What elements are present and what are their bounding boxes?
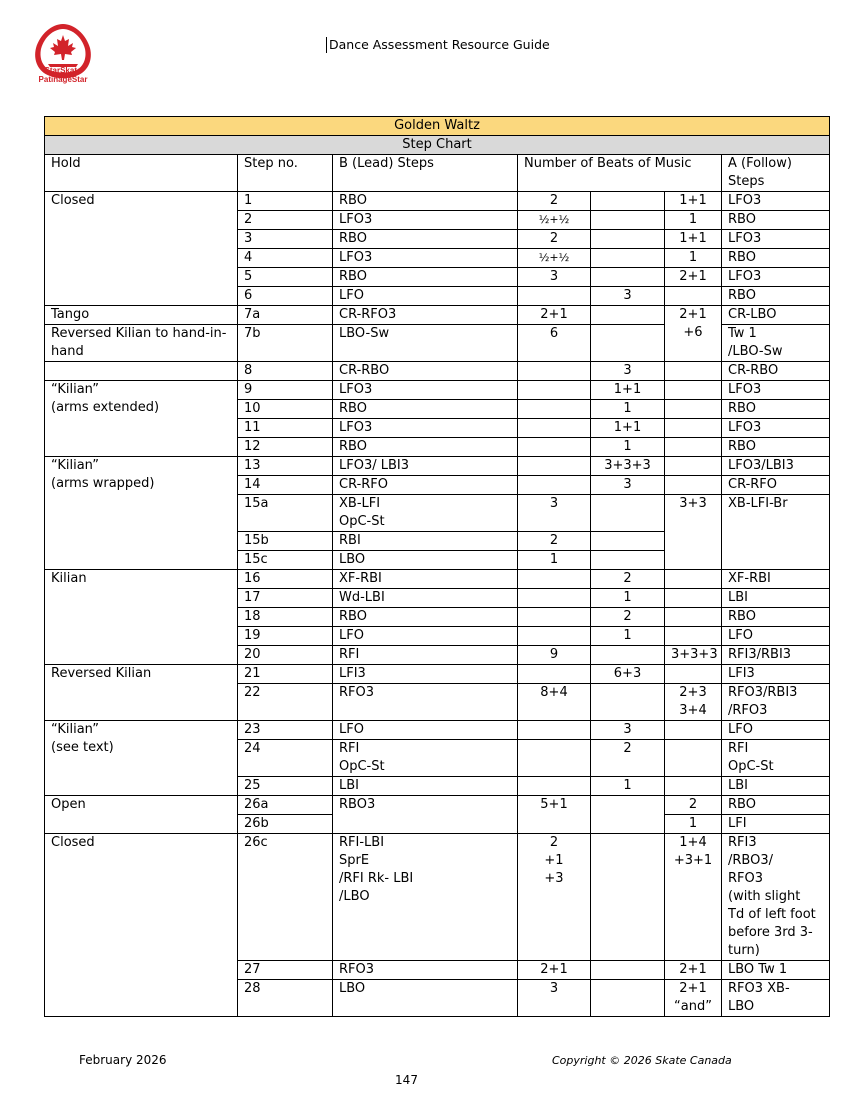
- table-cell: 15a: [238, 495, 333, 532]
- table-cell: CR-RBO: [722, 362, 830, 381]
- table-cell: 14: [238, 476, 333, 495]
- hold-cell: “Kilian” (see text): [45, 721, 238, 796]
- table-cell: 2: [238, 211, 333, 230]
- subtitle-row: [45, 136, 830, 155]
- table-cell: LFO3: [722, 268, 830, 287]
- table-cell: XB-LFI OpC-St: [333, 495, 518, 532]
- table-cell: LFO: [722, 721, 830, 740]
- table-cell: [591, 551, 665, 570]
- table-cell: 1: [518, 551, 591, 570]
- table-cell: LFI3: [722, 665, 830, 684]
- title-row: [45, 117, 830, 136]
- table-cell: 11: [238, 419, 333, 438]
- hold-cell: Tango: [45, 306, 238, 325]
- table-cell: 2+1: [518, 961, 591, 980]
- table-cell: 19: [238, 627, 333, 646]
- table-cell: RFI OpC-St: [333, 740, 518, 777]
- table-cell: LBO Tw 1: [722, 961, 830, 980]
- table-cell: [518, 589, 591, 608]
- table-cell: [518, 419, 591, 438]
- hold-cell-empty: [45, 362, 238, 381]
- table-cell: [665, 665, 722, 684]
- header-follow-steps: A (Follow) Steps: [722, 155, 830, 192]
- table-row: [45, 457, 830, 476]
- table-cell: LFO3: [333, 419, 518, 438]
- table-cell: [518, 438, 591, 457]
- table-row: [45, 796, 830, 815]
- table-cell: [591, 796, 665, 834]
- header-beats: Number of Beats of Music: [518, 155, 722, 192]
- table-cell: LFO3: [722, 381, 830, 400]
- table-cell: LFO3: [722, 192, 830, 211]
- table-cell: 26c: [238, 834, 333, 961]
- table-row: [45, 665, 830, 684]
- hold-cell: Kilian: [45, 570, 238, 665]
- table-cell: [518, 570, 591, 589]
- header-lead-steps: B (Lead) Steps: [333, 155, 518, 192]
- table-cell: [665, 476, 722, 495]
- table-cell: [518, 362, 591, 381]
- table-cell: 8+4: [518, 684, 591, 721]
- table-cell: LBO: [333, 980, 518, 1017]
- table-cell: [591, 532, 665, 551]
- table-cell: [518, 777, 591, 796]
- table-cell: 1+1: [665, 230, 722, 249]
- footer-copyright: Copyright © 2026 Skate Canada: [552, 1054, 732, 1067]
- table-cell: LBI: [722, 589, 830, 608]
- table-cell: ½+½: [518, 249, 591, 268]
- table-cell: 2: [518, 192, 591, 211]
- table-cell: 15b: [238, 532, 333, 551]
- table-cell: RBO: [333, 608, 518, 627]
- table-cell: 27: [238, 961, 333, 980]
- table-cell: 2+1 “and”: [665, 980, 722, 1017]
- table-cell: [518, 381, 591, 400]
- table-cell: [518, 287, 591, 306]
- table-cell: CR-RFO: [722, 476, 830, 495]
- table-cell: 5: [238, 268, 333, 287]
- page-number: 147: [395, 1073, 418, 1087]
- table-cell: 15c: [238, 551, 333, 570]
- table-cell: RBO: [722, 400, 830, 419]
- table-cell: 1+4 +3+1: [665, 834, 722, 961]
- table-cell: [665, 777, 722, 796]
- table-cell: 6: [238, 287, 333, 306]
- table-title: Golden Waltz: [45, 117, 830, 136]
- table-cell: RBO: [722, 211, 830, 230]
- table-cell: XF-RBI: [333, 570, 518, 589]
- header-row: [45, 155, 830, 192]
- table-cell: 3: [518, 495, 591, 532]
- table-cell: 8: [238, 362, 333, 381]
- table-cell: 1: [591, 400, 665, 419]
- table-cell: [665, 362, 722, 381]
- table-cell: 1: [665, 815, 722, 834]
- table-row: [45, 834, 830, 961]
- table-cell: Wd-LBI: [333, 589, 518, 608]
- table-row: [45, 721, 830, 740]
- table-cell: CR-RFO3: [333, 306, 518, 325]
- hold-cell: “Kilian” (arms wrapped): [45, 457, 238, 570]
- table-cell: CR-RFO: [333, 476, 518, 495]
- table-row: [45, 381, 830, 400]
- table-cell: 21: [238, 665, 333, 684]
- hold-cell: Closed: [45, 834, 238, 1017]
- table-cell: 3: [591, 287, 665, 306]
- table-cell: 24: [238, 740, 333, 777]
- table-cell: ½+½: [518, 211, 591, 230]
- table-cell: 2+3 3+4: [665, 684, 722, 721]
- table-cell: [518, 476, 591, 495]
- table-cell: [665, 570, 722, 589]
- table-cell: 2: [665, 796, 722, 815]
- table-cell: [591, 268, 665, 287]
- table-cell: 2: [518, 532, 591, 551]
- table-cell: Tw 1 /LBO-Sw: [722, 325, 830, 362]
- table-cell: RFI-LBI SprE /RFI Rk- LBI /LBO: [333, 834, 518, 961]
- table-cell: 3: [591, 476, 665, 495]
- table-cell: [518, 627, 591, 646]
- table-cell: [591, 325, 665, 362]
- table-cell: 9: [518, 646, 591, 665]
- table-cell: LFO: [722, 627, 830, 646]
- table-cell: [665, 740, 722, 777]
- table-cell: 2: [518, 230, 591, 249]
- table-cell: [591, 230, 665, 249]
- table-cell: 6: [518, 325, 591, 362]
- table-cell: [591, 192, 665, 211]
- table-cell: [665, 400, 722, 419]
- table-cell: 3: [518, 980, 591, 1017]
- table-cell: [665, 589, 722, 608]
- table-cell: LFO: [333, 721, 518, 740]
- table-cell: RFI3/RBI3: [722, 646, 830, 665]
- table-cell: RBO: [333, 438, 518, 457]
- table-cell: [591, 684, 665, 721]
- table-cell: 26a: [238, 796, 333, 815]
- table-cell: 1: [591, 627, 665, 646]
- table-cell: [591, 646, 665, 665]
- table-cell: [665, 419, 722, 438]
- table-cell: RBO: [333, 230, 518, 249]
- table-cell: RFO3: [333, 961, 518, 980]
- table-cell: [518, 608, 591, 627]
- table-cell: 1: [238, 192, 333, 211]
- table-cell: RBO: [722, 608, 830, 627]
- table-cell: [591, 249, 665, 268]
- table-cell: LFO3: [722, 230, 830, 249]
- table-cell: 2+1: [665, 961, 722, 980]
- table-cell: LFO: [333, 627, 518, 646]
- table-cell: 6+3: [591, 665, 665, 684]
- table-cell: 3+3+3: [591, 457, 665, 476]
- table-row: [45, 570, 830, 589]
- table-cell: 2+1: [665, 268, 722, 287]
- hold-cell: Reversed Kilian to hand-in-hand: [45, 325, 238, 362]
- table-cell: LFI3: [333, 665, 518, 684]
- table-cell: 3: [518, 268, 591, 287]
- table-cell: XB-LFI-Br: [722, 495, 830, 570]
- table-cell: RBO: [333, 192, 518, 211]
- table-cell: XF-RBI: [722, 570, 830, 589]
- table-cell: 2: [591, 608, 665, 627]
- table-cell: 13: [238, 457, 333, 476]
- table-cell: RBI: [333, 532, 518, 551]
- table-cell: [518, 740, 591, 777]
- table-cell: 2: [591, 570, 665, 589]
- table-cell: 22: [238, 684, 333, 721]
- table-cell: RBO: [333, 400, 518, 419]
- table-cell: [518, 665, 591, 684]
- table-cell: 18: [238, 608, 333, 627]
- table-cell: 2+1: [518, 306, 591, 325]
- table-row: [45, 362, 830, 381]
- table-cell: [665, 438, 722, 457]
- hold-cell: Closed: [45, 192, 238, 306]
- table-cell: 3+3: [665, 495, 722, 570]
- table-cell: LFI: [722, 815, 830, 834]
- table-cell: LFO: [333, 287, 518, 306]
- table-cell: LBO-Sw: [333, 325, 518, 362]
- table-cell: 1: [591, 589, 665, 608]
- table-cell: 1+1: [591, 419, 665, 438]
- table-cell: LBO: [333, 551, 518, 570]
- table-cell: LFO3/LBI3: [722, 457, 830, 476]
- table-cell: 28: [238, 980, 333, 1017]
- table-cell: [591, 961, 665, 980]
- table-cell: 4: [238, 249, 333, 268]
- table-cell: [591, 211, 665, 230]
- table-cell: 3+3+3: [665, 646, 722, 665]
- table-cell: RFO3/RBI3 /RFO3: [722, 684, 830, 721]
- table-cell: CR-RBO: [333, 362, 518, 381]
- table-cell: [591, 834, 665, 961]
- table-cell: LFO3: [333, 381, 518, 400]
- table-cell: [591, 980, 665, 1017]
- table-cell: RFO3: [333, 684, 518, 721]
- document-title: Dance Assessment Resource Guide: [326, 37, 550, 53]
- table-cell: RBO3: [333, 796, 518, 834]
- table-cell: RBO: [333, 268, 518, 287]
- header-hold: Hold: [45, 155, 238, 192]
- table-cell: LBI: [722, 777, 830, 796]
- table-cell: 1: [665, 249, 722, 268]
- table-cell: [665, 381, 722, 400]
- table-cell: 16: [238, 570, 333, 589]
- table-row: [45, 192, 830, 211]
- hold-cell: Open: [45, 796, 238, 834]
- table-cell: 17: [238, 589, 333, 608]
- table-cell: 2 +1 +3: [518, 834, 591, 961]
- table-cell: LFO3/ LBI3: [333, 457, 518, 476]
- table-cell: 3: [238, 230, 333, 249]
- table-cell: [518, 457, 591, 476]
- table-cell: [665, 287, 722, 306]
- table-cell: 3: [591, 362, 665, 381]
- table-cell: 12: [238, 438, 333, 457]
- table-cell: LBI: [333, 777, 518, 796]
- table-cell: 1: [591, 438, 665, 457]
- logo-text: StarSkate PatinageStar: [38, 66, 88, 84]
- hold-cell: “Kilian” (arms extended): [45, 381, 238, 457]
- table-cell: 1: [665, 211, 722, 230]
- table-cell: RBO: [722, 438, 830, 457]
- table-cell: RBO: [722, 249, 830, 268]
- table-cell: 2: [591, 740, 665, 777]
- footer-date: February 2026: [79, 1053, 167, 1067]
- table-cell: 25: [238, 777, 333, 796]
- table-cell: [665, 608, 722, 627]
- table-cell: [665, 457, 722, 476]
- table-cell: 5+1: [518, 796, 591, 834]
- table-cell: 7b: [238, 325, 333, 362]
- table-cell: RFO3 XB- LBO: [722, 980, 830, 1017]
- table-cell: CR-LBO: [722, 306, 830, 325]
- table-cell: 1+1: [591, 381, 665, 400]
- table-cell: RBO: [722, 796, 830, 815]
- table-cell: RFI: [333, 646, 518, 665]
- table-cell: [591, 306, 665, 325]
- table-subtitle: Step Chart: [45, 136, 830, 155]
- table-cell: LFO3: [722, 419, 830, 438]
- table-cell: 3: [591, 721, 665, 740]
- hold-cell: Reversed Kilian: [45, 665, 238, 721]
- table-cell: [591, 495, 665, 532]
- table-cell: 9: [238, 381, 333, 400]
- table-cell: [665, 627, 722, 646]
- table-cell: LFO3: [333, 211, 518, 230]
- table-cell: [518, 400, 591, 419]
- table-cell: 23: [238, 721, 333, 740]
- table-cell: RFI OpC-St: [722, 740, 830, 777]
- table-cell: 20: [238, 646, 333, 665]
- table-cell: [665, 721, 722, 740]
- table-row: [45, 306, 830, 325]
- table-cell: RBO: [722, 287, 830, 306]
- beats-7: 2+1 +6: [665, 306, 722, 362]
- header-step-no: Step no.: [238, 155, 333, 192]
- table-cell: [518, 721, 591, 740]
- table-cell: 10: [238, 400, 333, 419]
- table-cell: RFI3 /RBO3/ RFO3 (with slight Td of left foot before 3rd 3- turn): [722, 834, 830, 961]
- table-cell: 7a: [238, 306, 333, 325]
- step-chart-table: [44, 116, 830, 1017]
- table-cell: 26b: [238, 815, 333, 834]
- table-cell: 1: [591, 777, 665, 796]
- table-cell: LFO3: [333, 249, 518, 268]
- table-cell: 1+1: [665, 192, 722, 211]
